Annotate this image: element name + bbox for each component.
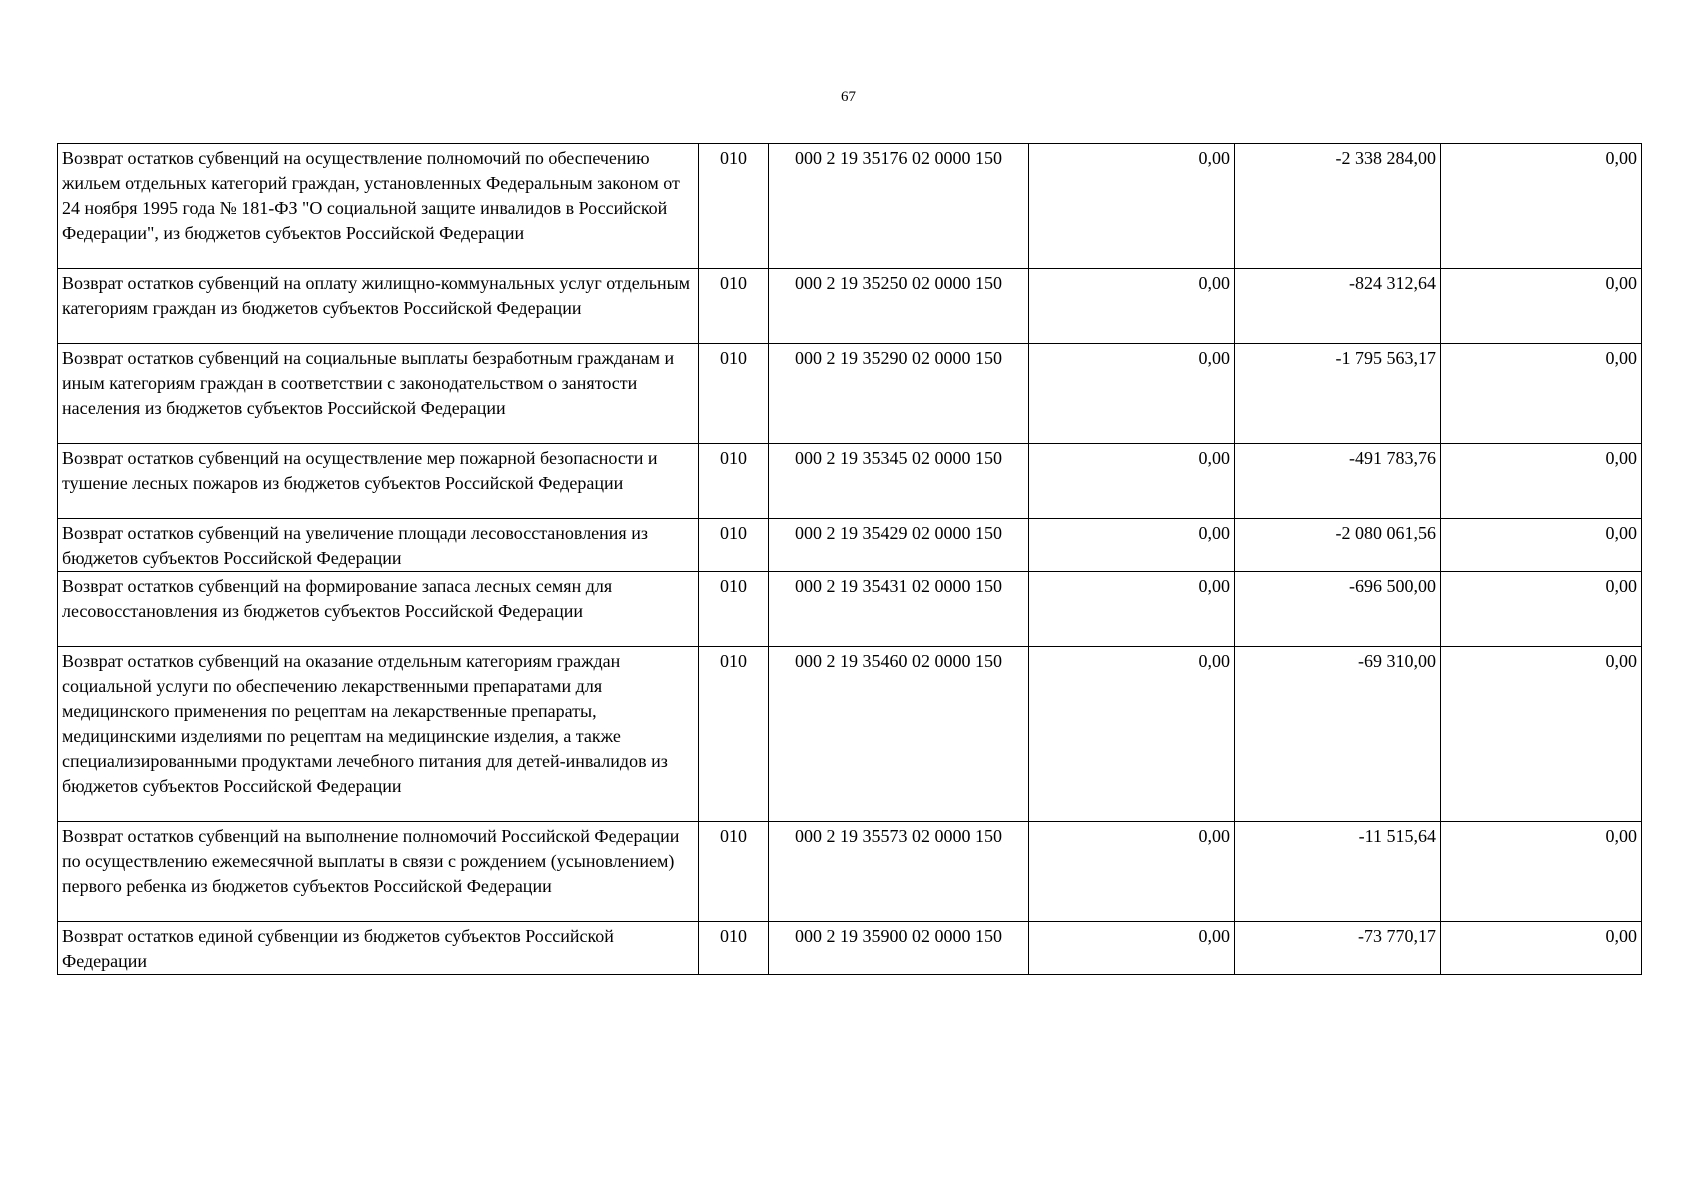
row-description: Возврат остатков субвенций на выполнение полномочий Российской Федерации по осуществлению ежемесячной выплаты в связи с рождением (усыновлением) первого ребенка из бюджетов субъектов Российской Федерации [58,822,699,922]
row-value-2: -2 080 061,56 [1235,519,1441,572]
row-admin-code: 010 [699,444,769,519]
row-admin-code: 010 [699,269,769,344]
table-row [58,922,1642,975]
table-row [58,647,1642,822]
row-admin-code: 010 [699,647,769,822]
row-value-2: -696 500,00 [1235,572,1441,647]
row-value-3: 0,00 [1441,344,1642,444]
row-value-1: 0,00 [1029,822,1235,922]
row-admin-code: 010 [699,572,769,647]
page-number: 67 [841,89,856,105]
row-value-1: 0,00 [1029,444,1235,519]
row-description: Возврат остатков субвенций на социальные выплаты безработным гражданам и иным категориям граждан в соответствии с законодательством о занятости населения из бюджетов субъектов Российской Федерации [58,344,699,444]
row-value-2: -2 338 284,00 [1235,144,1441,269]
row-budget-code: 000 2 19 35900 02 0000 150 [769,922,1029,975]
row-value-2: -73 770,17 [1235,922,1441,975]
row-budget-code: 000 2 19 35460 02 0000 150 [769,647,1029,822]
table-row [58,444,1642,519]
row-budget-code: 000 2 19 35431 02 0000 150 [769,572,1029,647]
row-value-1: 0,00 [1029,344,1235,444]
row-admin-code: 010 [699,144,769,269]
row-description: Возврат остатков единой субвенции из бюджетов субъектов Российской Федерации [58,922,699,975]
row-value-3: 0,00 [1441,572,1642,647]
row-value-3: 0,00 [1441,444,1642,519]
table-row [58,822,1642,922]
row-value-2: -11 515,64 [1235,822,1441,922]
row-value-1: 0,00 [1029,144,1235,269]
row-budget-code: 000 2 19 35176 02 0000 150 [769,144,1029,269]
table-row [58,344,1642,444]
row-description: Возврат остатков субвенций на оказание отдельным категориям граждан социальной услуги по обеспечению лекарственными препаратами для медицинского применения по рецептам на лекарственные препараты, медицинскими изделиями по рецептам на медицинские изделия, а также специализированными продуктами лечебного питания для детей-инвалидов из бюджетов субъектов Российской Федерации [58,647,699,822]
row-description: Возврат остатков субвенций на формирование запаса лесных семян для лесовосстановления из бюджетов субъектов Российской Федерации [58,572,699,647]
row-budget-code: 000 2 19 35250 02 0000 150 [769,269,1029,344]
row-description: Возврат остатков субвенций на осуществление мер пожарной безопасности и тушение лесных пожаров из бюджетов субъектов Российской Федерации [58,444,699,519]
row-admin-code: 010 [699,344,769,444]
row-admin-code: 010 [699,822,769,922]
row-description: Возврат остатков субвенций на осуществление полномочий по обеспечению жильем отдельных категорий граждан, установленных Федеральным законом от 24 ноября 1995 года № 181-ФЗ "О социальной защите инвалидов в Российской Федерации", из бюджетов субъектов Российской Федерации [58,144,699,269]
row-budget-code: 000 2 19 35345 02 0000 150 [769,444,1029,519]
row-value-2: -1 795 563,17 [1235,344,1441,444]
row-value-1: 0,00 [1029,647,1235,822]
table-row [58,269,1642,344]
row-value-3: 0,00 [1441,647,1642,822]
row-value-2: -69 310,00 [1235,647,1441,822]
row-value-3: 0,00 [1441,822,1642,922]
row-admin-code: 010 [699,922,769,975]
row-value-3: 0,00 [1441,519,1642,572]
row-value-2: -824 312,64 [1235,269,1441,344]
row-value-1: 0,00 [1029,519,1235,572]
row-value-3: 0,00 [1441,269,1642,344]
row-description: Возврат остатков субвенций на оплату жилищно-коммунальных услуг отдельным категориям граждан из бюджетов субъектов Российской Федерации [58,269,699,344]
row-value-1: 0,00 [1029,922,1235,975]
report-table [57,143,1642,975]
row-admin-code: 010 [699,519,769,572]
row-budget-code: 000 2 19 35573 02 0000 150 [769,822,1029,922]
row-budget-code: 000 2 19 35429 02 0000 150 [769,519,1029,572]
row-value-1: 0,00 [1029,269,1235,344]
row-budget-code: 000 2 19 35290 02 0000 150 [769,344,1029,444]
row-description: Возврат остатков субвенций на увеличение площади лесовосстановления из бюджетов субъектов Российской Федерации [58,519,699,572]
table-row [58,572,1642,647]
table-row [58,519,1642,572]
row-value-1: 0,00 [1029,572,1235,647]
row-value-3: 0,00 [1441,922,1642,975]
row-value-2: -491 783,76 [1235,444,1441,519]
table-row [58,144,1642,269]
row-value-3: 0,00 [1441,144,1642,269]
